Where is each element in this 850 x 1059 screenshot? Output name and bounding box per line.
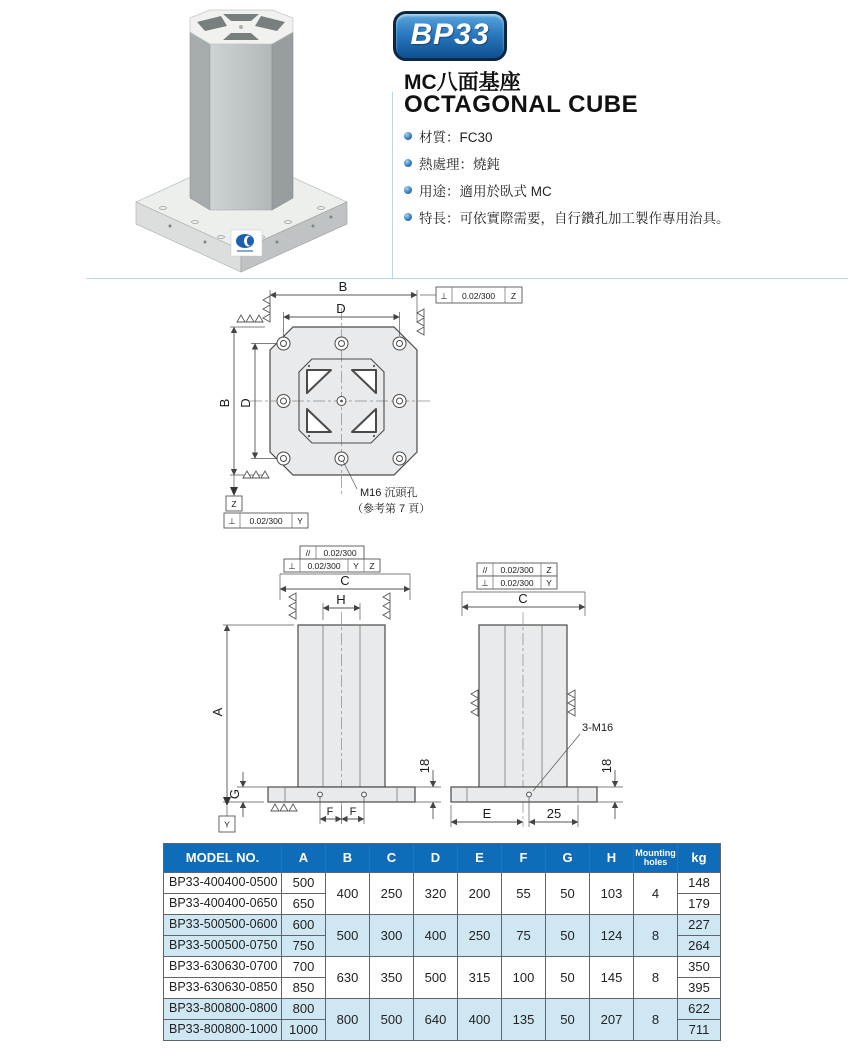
bullet-icon bbox=[404, 213, 412, 221]
surface-finish-icon bbox=[271, 804, 297, 811]
table-row: BP33-400400-0500 500 400 250 320 200 55 50 103 4 148 bbox=[164, 873, 721, 894]
datum-triangle bbox=[230, 487, 238, 496]
datum-y-box bbox=[219, 816, 235, 832]
dim-label-a: A bbox=[210, 707, 225, 717]
technical-drawing bbox=[185, 280, 685, 836]
svg-text:⊥: ⊥ bbox=[228, 516, 236, 526]
spec-table bbox=[163, 843, 721, 1041]
dim-label-25: 25 bbox=[546, 806, 562, 821]
spec-item-heat-treatment bbox=[404, 153, 730, 173]
svg-text:0.02/300: 0.02/300 bbox=[323, 548, 357, 558]
bullet-icon bbox=[404, 159, 412, 167]
datum-z-box bbox=[226, 496, 242, 511]
svg-text:Z: Z bbox=[510, 291, 517, 301]
top-view bbox=[217, 280, 522, 528]
fcf-parallelism bbox=[300, 546, 364, 559]
table-row: BP33-630630-0850 850 395 bbox=[164, 978, 721, 999]
svg-text:⊥: ⊥ bbox=[288, 561, 296, 571]
dim-label-d-top: D bbox=[336, 301, 346, 316]
col-header-g: G bbox=[546, 844, 590, 873]
dim-label-d-left: D bbox=[238, 398, 253, 408]
surface-finish-icon bbox=[568, 690, 575, 716]
note-m16: M16 沉頭孔 bbox=[360, 487, 418, 499]
svg-text:⊥: ⊥ bbox=[481, 578, 489, 588]
vertical-divider bbox=[392, 92, 393, 278]
surface-finish-icon bbox=[471, 690, 478, 716]
spec-text: 用途：適用於臥式 MC bbox=[419, 184, 552, 199]
spec-item-material bbox=[404, 126, 730, 146]
table-row: BP33-630630-0700 700 630 350 500 315 100 50 145 8 350 bbox=[164, 957, 721, 978]
svg-text:0.02/300: 0.02/300 bbox=[500, 565, 534, 575]
fcf-perpendicularity-y2 bbox=[477, 576, 557, 589]
table-row: BP33-500500-0600 600 500 300 400 250 75 50 124 8 227 bbox=[164, 915, 721, 936]
dim-label-c2: C bbox=[518, 591, 528, 606]
svg-text:Z: Z bbox=[546, 565, 552, 575]
col-header-b: B bbox=[326, 844, 370, 873]
spec-text: 熱處理：燒鈍 bbox=[419, 157, 500, 172]
side-view-side bbox=[451, 563, 623, 827]
surface-finish-icon bbox=[289, 593, 296, 619]
table-row: BP33-800800-1000 1000 711 bbox=[164, 1020, 721, 1041]
table-row: BP33-800800-0800 800 800 500 640 400 135 50 207 8 622 bbox=[164, 999, 721, 1020]
model-badge bbox=[393, 11, 507, 61]
svg-text:Y: Y bbox=[353, 561, 359, 571]
side-view-front bbox=[210, 546, 441, 832]
surface-finish-icon bbox=[417, 309, 424, 335]
dim-label-b-left: B bbox=[217, 398, 232, 408]
dim-label-e: E bbox=[482, 806, 492, 821]
col-header-kg: kg bbox=[678, 844, 721, 873]
dim-label-18b: 18 bbox=[599, 758, 614, 774]
surface-finish-icon bbox=[263, 296, 270, 322]
svg-text:0.02/300: 0.02/300 bbox=[307, 561, 341, 571]
col-header-model: MODEL NO. bbox=[164, 844, 282, 873]
product-photo bbox=[85, 0, 385, 275]
spec-list bbox=[404, 126, 730, 234]
dim-label-g: G bbox=[227, 788, 242, 800]
fcf-perpendicularity-z bbox=[436, 287, 522, 303]
table-row: BP33-500500-0750 750 264 bbox=[164, 936, 721, 957]
fcf-parallelism-z bbox=[477, 563, 557, 576]
svg-text:Z: Z bbox=[369, 561, 375, 571]
fcf-perpendicularity-y bbox=[224, 513, 308, 528]
svg-text://: // bbox=[305, 548, 311, 558]
spec-text: 特長：可依實際需要，自行鑽孔加工製作專用治具。 bbox=[419, 211, 730, 226]
brand-logo bbox=[231, 230, 262, 256]
dim-label-b-top: B bbox=[338, 280, 348, 294]
spec-item-usage bbox=[404, 180, 730, 200]
svg-text:Y: Y bbox=[297, 516, 303, 526]
col-header-e: E bbox=[458, 844, 502, 873]
svg-text:⊥: ⊥ bbox=[440, 291, 448, 301]
svg-text:0.02/300: 0.02/300 bbox=[500, 578, 534, 588]
svg-text:0.02/300: 0.02/300 bbox=[461, 291, 496, 301]
photo-column bbox=[190, 10, 293, 210]
surface-finish-icon bbox=[243, 471, 269, 478]
product-title-en: OCTAGONAL CUBE bbox=[404, 91, 639, 118]
thread-note: 3-M16 bbox=[582, 722, 614, 734]
svg-text:Y: Y bbox=[224, 819, 230, 830]
col-header-d: D bbox=[414, 844, 458, 873]
product-title-zh: MC八面基座 bbox=[404, 71, 521, 94]
surface-finish-icon bbox=[237, 315, 263, 322]
svg-text:Y: Y bbox=[546, 578, 552, 588]
dim-label-18: 18 bbox=[417, 758, 432, 774]
dim-label-c: C bbox=[340, 573, 350, 588]
table-header-row bbox=[164, 844, 721, 873]
table-row: BP33-400400-0650 650 179 bbox=[164, 894, 721, 915]
svg-text:0.02/300: 0.02/300 bbox=[249, 516, 283, 526]
surface-finish-icon bbox=[383, 593, 390, 619]
dim-label-f: F bbox=[326, 806, 334, 818]
svg-text:Z: Z bbox=[231, 499, 237, 509]
col-header-h: H bbox=[590, 844, 634, 873]
model-badge-label: BP33 bbox=[410, 18, 490, 51]
dim-label-h: H bbox=[336, 592, 346, 607]
col-header-c: C bbox=[370, 844, 414, 873]
bullet-icon bbox=[404, 132, 412, 140]
horizontal-divider bbox=[86, 278, 848, 279]
col-header-mounting-holes: Mounting holes bbox=[634, 844, 678, 873]
bullet-icon bbox=[404, 186, 412, 194]
svg-text://: // bbox=[482, 565, 488, 575]
col-header-a: A bbox=[282, 844, 326, 873]
spec-text: 材質：FC30 bbox=[419, 130, 493, 145]
dim-label-f: F bbox=[349, 806, 357, 818]
fcf-perpendicularity-yz bbox=[284, 559, 380, 572]
note-ref-page: （參考第 7 頁） bbox=[352, 503, 431, 515]
col-header-f: F bbox=[502, 844, 546, 873]
spec-item-feature bbox=[404, 207, 730, 227]
